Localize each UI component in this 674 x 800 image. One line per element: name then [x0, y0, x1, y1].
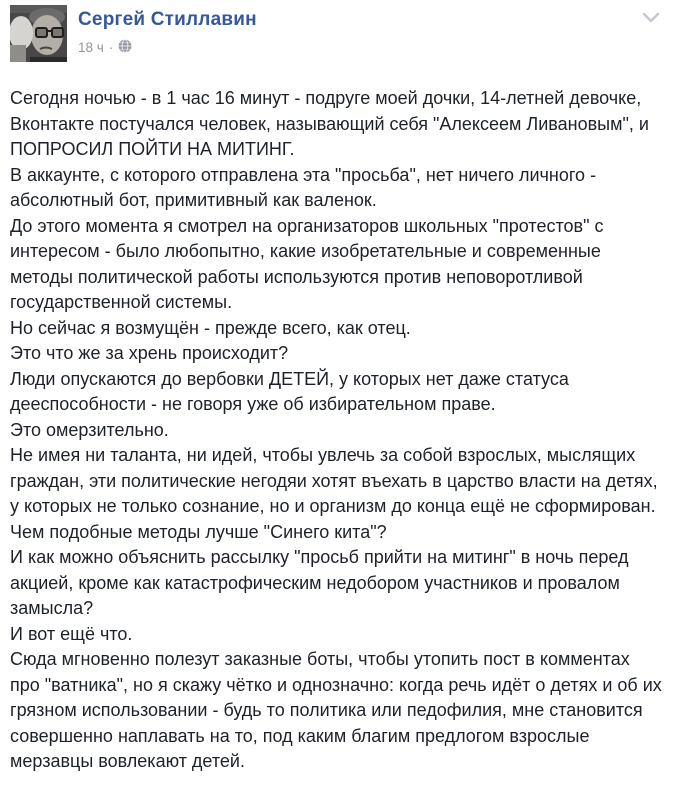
post-paragraph: Но сейчас я возмущён - прежде всего, как отец. [10, 317, 411, 338]
author-name-link[interactable]: Сергей Стиллавин [78, 9, 257, 30]
meta-separator: · [108, 39, 114, 55]
avatar-image [10, 5, 67, 62]
post-body [10, 86, 662, 775]
post-paragraph: До этого момента я смотрел на организаторов школьных "протестов" с интересом - было любопытно, какие изобретательные и современные методы политической работы используются против неповоротливой государственной системы. [10, 215, 604, 312]
post-paragraph: Сюда мгновенно полезут заказные боты, чтобы утопить пост в комментах про "ватника", но я скажу чётко и однозначно: когда речь идёт о детях и об их грязном использовании - будь то политика или педофилия, мне становится совершенно наплавать на то, под каким благим предлогом взрослые мерзавцы вовлекают детей. [10, 649, 662, 771]
post-paragraph: Это что же за хрень происходит? [10, 343, 289, 363]
post-timestamp[interactable]: 18 ч [78, 39, 104, 55]
post-options-chevron-icon[interactable] [640, 8, 662, 28]
post-paragraph: Это омерзительно. [10, 419, 169, 440]
post-paragraph: Чем подобные методы лучше "Синего кита"? [10, 521, 387, 542]
post-header [0, 0, 674, 62]
post-paragraph: Сегодня ночью - в 1 час 16 минут - подруге моей дочки, 14-летней девочке, Вконтакте постучался человек, называющий себя "Алексеем Ливановым", и ПОПРОСИЛ ПОЙТИ НА МИТИНГ. [10, 88, 649, 159]
post-paragraph: В аккаунте, с которого отправлена эта "просьба", нет ничего личного - абсолютный бот, примитивный как валенок. [10, 164, 597, 210]
post-meta [78, 38, 132, 56]
post-paragraph: Не имея ни таланта, ни идей, чтобы увлечь за собой взрослых, мыслящих граждан, эти политические негодяи хотят въехать в царство власти на детях, у которых не только сознание, но и организм до конца ещё не сформирован. [10, 445, 658, 516]
audience-globe-icon [118, 39, 132, 56]
post-paragraph: Люди опускаются до вербовки ДЕТЕЙ, у которых нет даже статуса дееспособности - не говоря уже об избирательном праве. [10, 368, 569, 414]
post-paragraph: И вот ещё что. [10, 623, 133, 644]
post-paragraph: И как можно объяснить рассылку "просьб прийти на митинг" в ночь перед акцией, кроме как катастрофическим недобором участников и провалом замысла? [10, 547, 629, 618]
avatar[interactable] [10, 5, 67, 62]
